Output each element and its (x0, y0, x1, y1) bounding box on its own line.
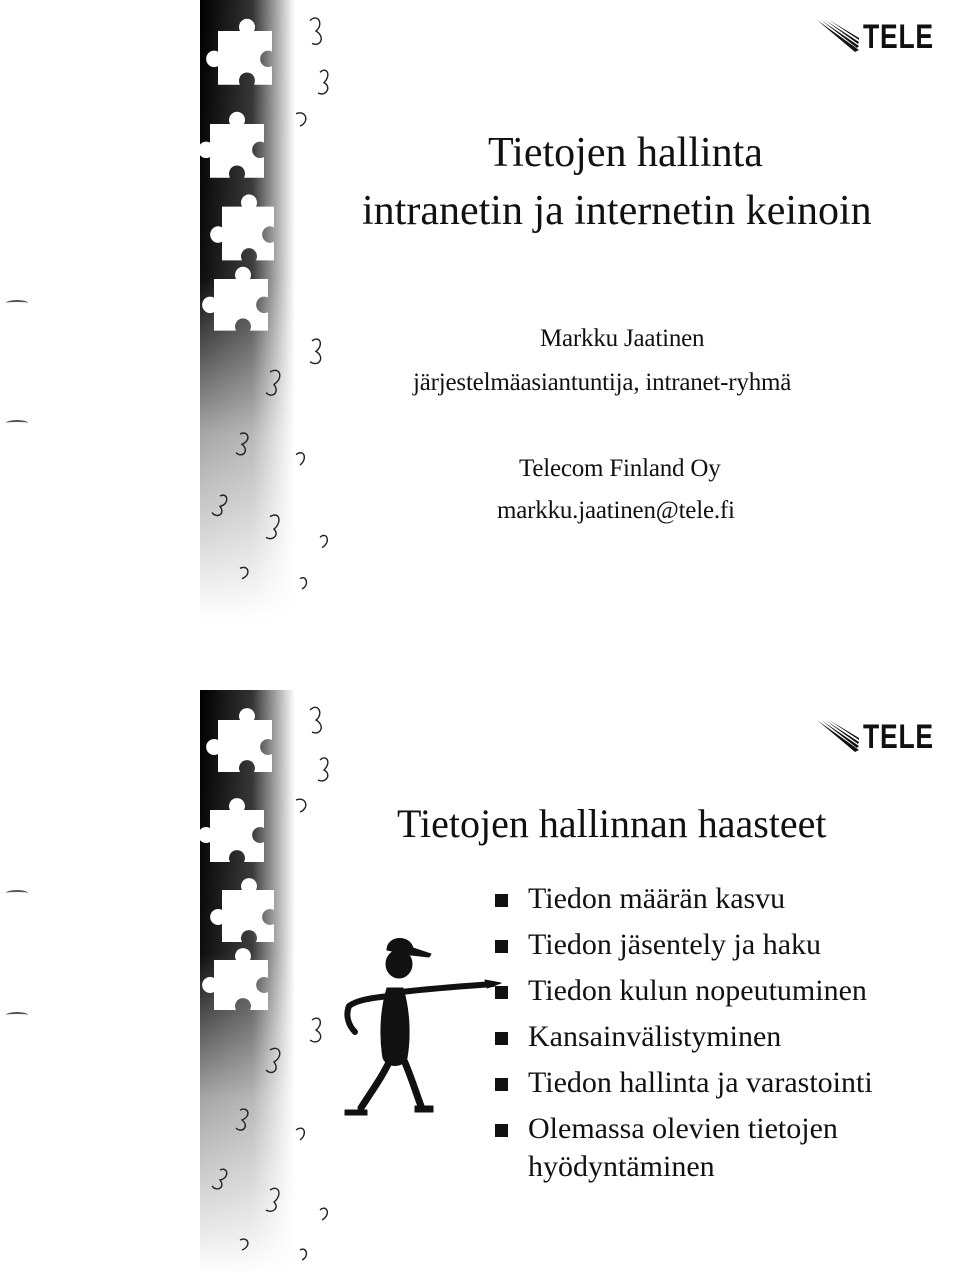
slide-title-line-1: Tietojen hallinta (488, 130, 763, 176)
list-item (490, 1020, 873, 1054)
challenges-slide (0, 690, 960, 1275)
pointing-figure-icon (335, 930, 510, 1130)
brand-name: TELE (863, 718, 935, 756)
company-name: Telecom Finland Oy (519, 455, 721, 482)
list-item-text: Tiedon määrän kasvu (528, 882, 786, 915)
list-item-continuation (490, 1150, 873, 1184)
tele-swoosh-icon (815, 718, 861, 754)
slide-title: Tietojen hallinnan haasteet (397, 801, 827, 846)
brand-name: TELE (863, 18, 935, 56)
author-role: järjestelmäasiantuntija, intranet-ryhmä (413, 369, 792, 396)
author-email: markku.jaatinen@tele.fi (497, 497, 735, 524)
author-name: Markku Jaatinen (540, 325, 705, 352)
list-item (490, 974, 873, 1008)
tele-swoosh-icon (815, 18, 861, 54)
list-item (490, 882, 873, 916)
square-bullet-icon (495, 1032, 508, 1045)
list-item-text: Tiedon jäsentely ja haku (528, 928, 822, 961)
list-item-text: Tiedon kulun nopeutuminen (528, 974, 867, 1007)
list-item (490, 1066, 873, 1100)
square-bullet-icon (495, 1124, 508, 1137)
list-item (490, 928, 873, 962)
challenge-list (490, 882, 873, 1196)
list-item-text: hyödyntäminen (528, 1150, 715, 1183)
title-slide (0, 0, 960, 620)
puzzle-pieces-icon (200, 0, 360, 620)
list-item-text: Tiedon hallinta ja varastointi (528, 1066, 873, 1099)
slide-title-line-2: intranetin ja internetin keinoin (362, 188, 872, 234)
square-bullet-icon (495, 986, 508, 999)
brand-logo (815, 718, 954, 754)
brand-logo (815, 18, 954, 54)
square-bullet-icon (495, 1078, 508, 1091)
list-item (490, 1112, 873, 1146)
list-item-text: Olemassa olevien tietojen (528, 1112, 838, 1145)
list-item-text: Kansainvälistyminen (528, 1020, 782, 1053)
square-bullet-icon (495, 940, 508, 953)
square-bullet-icon (495, 894, 508, 907)
